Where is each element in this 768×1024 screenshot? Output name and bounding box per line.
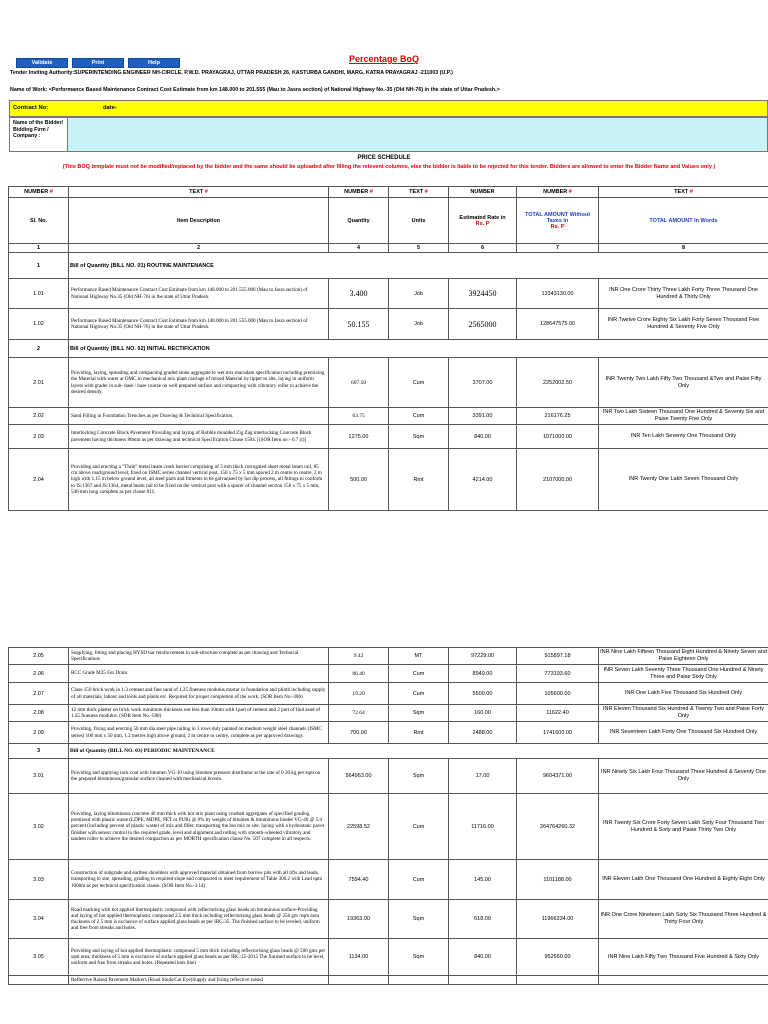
item-description: Reflective Raised Pavement Markers (Road Studs/Cat Eye)Supply and fixing reflective raised: [69, 976, 329, 985]
item-description: 12 mm thick plaster on brick work minimum thickness not less than 10mm with 1part of cement and 2 part of find sand of 1.25 fineness modulus. (SOR Item No.-580): [69, 705, 329, 722]
item-quantity: 86.40: [329, 665, 389, 683]
item-units: Sqm: [389, 939, 449, 976]
date-label: date-: [103, 105, 117, 111]
item-description: Providing, laying, spreading and compacting graded stone aggregate to wet mix macadam specification including premixing the Material with water at OMC in mechanical mix plant carriage of mixed Material by tipper to site, laying in uniform layers with grader in sub- base / base course on well prepared surface and compacting with vibratory roller to achieve the desired density.: [69, 358, 329, 408]
item-quantity: 500.00: [329, 449, 389, 511]
boq-table-page2: [8, 647, 768, 985]
item-estimated-rate: 145.00: [449, 860, 517, 900]
item-units: Rmt: [389, 722, 449, 744]
item-units: Cum: [389, 860, 449, 900]
item-estimated-rate: 3391.00: [449, 408, 517, 425]
item-sl-no: 3.05: [9, 939, 69, 976]
item-amount-in-words: INR Eleven Thousand Six Hundred & Twenty Two and Paise Forty Only: [599, 705, 768, 722]
item-amount-in-words: INR Twelve Crore Eighty Six Lakh Forty Seven Thousand Five Hundred & Seventy Five Only: [599, 309, 768, 340]
section-title: Bill of Quantity (BILL NO. 01) ROUTINE MAINTENANCE: [69, 253, 768, 279]
item-total-amount: 2252002.50: [517, 358, 599, 408]
name-of-work: Name of Work: <Performance Based Maintenance Contract Cost Estimate from km 148.000 to 201.555 (Mau to Jasra section) of National Highway No.-35 (Old NH-76) in the state of Uttar Pradesh.>: [10, 87, 500, 93]
item-units: Cum: [389, 794, 449, 860]
item-sl-no: 1.02: [9, 309, 69, 340]
item-description: Road marking with hot applied thermoplastic compound with reflectorising glass beads on bituminous surface-Providing and laying of hot applied thermoplastic compound 2.5 mm thick including reflectorising glass beads @ 250 gm /sqm area thickness of 2.5 mm is exclusive of surface applied glass beads as per IRC-35. The finished surface to be leveled, uniform and free from streaks and holes.: [69, 900, 329, 939]
item-units: Cum: [389, 665, 449, 683]
item-sl-no: 2.03: [9, 425, 69, 449]
item-total-amount: 9604371.00: [517, 759, 599, 794]
contract-row: [9, 100, 768, 117]
item-units: Cum: [389, 408, 449, 425]
print-button[interactable]: Print: [72, 58, 124, 68]
section-row: [9, 253, 768, 279]
table-row: [9, 279, 768, 309]
item-total-amount: 1071000.00: [517, 425, 599, 449]
item-quantity: 1275.00: [329, 425, 389, 449]
item-estimated-rate: 840.00: [449, 939, 517, 976]
table-row: [9, 408, 768, 425]
section-title: Bill of Quantity (BILL NO. 02) INITIAL RECTIFICATION: [69, 340, 768, 358]
item-total-amount: [517, 976, 599, 985]
item-quantity: 607.50: [329, 358, 389, 408]
item-sl-no: 3.01: [9, 759, 69, 794]
boq-table-page1: [8, 186, 768, 511]
item-quantity: 700.00: [329, 722, 389, 744]
table-row: [9, 358, 768, 408]
item-amount-in-words: INR Twenty One Lakh Seven Thousand Only: [599, 449, 768, 511]
item-total-amount: 11622.40: [517, 705, 599, 722]
section-title: Bill of Quantity (BILL NO. 03) PERIODIC MAINTENANCE: [69, 744, 768, 759]
item-quantity: 7594.40: [329, 860, 389, 900]
col-total-amount: TOTAL AMOUNT Without Taxes in Rs. P: [517, 198, 599, 244]
col-estimated-rate: Estimated Rate in Rs. P: [449, 198, 517, 244]
item-quantity: 564963.00: [329, 759, 389, 794]
table-row: [9, 794, 768, 860]
section-row: [9, 340, 768, 358]
item-estimated-rate: 2488.00: [449, 722, 517, 744]
item-total-amount: 128647575.00: [517, 309, 599, 340]
column-header-row: [9, 198, 768, 244]
item-total-amount: 2107000.00: [517, 449, 599, 511]
item-description: Interlocking Concrete Block Pavement Providing and laying of Rubble moulded Zig Zag interlocking Concrete Block pavement having thickness 80mm as per drawing and technical Specification Clause 1504. [(SOR Item no:- 6.7 (i)]: [69, 425, 329, 449]
item-total-amount: 1741600.00: [517, 722, 599, 744]
template-warning-note: (This BOQ template must not be modified/replaced by the bidder and the same should be uploaded after filling the relevent columns, else the bidder is liable to be rejected for this tender. Bidders are allowed to enter the Bidder Name and Values only ): [62, 164, 716, 170]
item-description: Construction of subgrade and earthen shoulders with approved material obtained from borrow pits with all lifts and leads, transporting to site, spreading, grading to required slope and compacted to meet requirement of Table 300.2 with Lead upto 1000m as per technical specification clause. (SOR Item No.-3.14): [69, 860, 329, 900]
item-units: Sqm: [389, 900, 449, 939]
item-sl-no: 2.09: [9, 722, 69, 744]
item-estimated-rate: 5500.00: [449, 683, 517, 705]
item-quantity: 1134.00: [329, 939, 389, 976]
item-quantity: 50.155: [329, 309, 389, 340]
item-quantity: 72.64: [329, 705, 389, 722]
item-quantity: 19.20: [329, 683, 389, 705]
section-number: 1: [9, 253, 69, 279]
item-sl-no: 1.01: [9, 279, 69, 309]
item-amount-in-words: INR One Crore Thirty Three Lakh Forty Three Thousand One Hundred & Thirty Only: [599, 279, 768, 309]
item-amount-in-words: INR Seven Lakh Seventy Three Thousand One Hundred & Ninety Three and Paise Sixty Only: [599, 665, 768, 683]
item-amount-in-words: INR Twenty Two Lakh Fifty Two Thousand &Two and Paise Fifty Only: [599, 358, 768, 408]
item-amount-in-words: INR Two Lakh Sixteen Thousand One Hundred & Seventy Six and Paise Twenty Five Only: [599, 408, 768, 425]
bidder-name-input[interactable]: [68, 118, 767, 151]
table-row: [9, 449, 768, 511]
item-quantity: 3.400: [329, 279, 389, 309]
table-row: [9, 665, 768, 683]
item-total-amount: 952560.00: [517, 939, 599, 976]
item-sl-no: 2.01: [9, 358, 69, 408]
column-number-row: 1 2 4 5 6 7 8: [9, 244, 768, 253]
item-amount-in-words: INR Ninety Six Lakh Four Thousand Three Hundred & Seventy One Only: [599, 759, 768, 794]
item-units: Job: [389, 309, 449, 340]
item-total-amount: 264764260.32: [517, 794, 599, 860]
item-units: Sqm: [389, 425, 449, 449]
item-description: Performance Based Maintenance Contract Cost Estimate from km 148.000 to 201.555.000 (Mau to Jasra section) of National Highway No.35 (Old NH-76) in the state of Uttar Pradesh.: [69, 279, 329, 309]
section-number: 2: [9, 340, 69, 358]
item-description: Providing, laying bituminous concrete 40 mm thick with hot mix plant using crushed aggregates of specified grading premixed with plastic waste (LDPE, MDPE, PET or PUR) @ 8% by weight of bitumen & bituminous binder VG-40 @ 5.4 percent (including percent of plastic waste) of mix and filler, transporting the hot mix to site, laying with a hydrostatic paver finisher with sensor control to the required grade, level and alignment and rolling with smooth-wheeled vibratory and tandem roller to achieve the desired compaction as per MORTH specification clause No. 507 complete in all respects.: [69, 794, 329, 860]
item-sl-no: [9, 976, 69, 985]
item-units: Sqm: [389, 705, 449, 722]
item-quantity: 19363.00: [329, 900, 389, 939]
item-estimated-rate: 2565000: [449, 309, 517, 340]
item-units: Job: [389, 279, 449, 309]
item-estimated-rate: 11716.00: [449, 794, 517, 860]
item-estimated-rate: 160.00: [449, 705, 517, 722]
item-amount-in-words: [599, 976, 768, 985]
table-row: [9, 759, 768, 794]
table-row: [9, 939, 768, 976]
item-estimated-rate: 97229.00: [449, 648, 517, 665]
col-quantity: Quantity: [329, 198, 389, 244]
item-quantity: 9.42: [329, 648, 389, 665]
table-row: [9, 860, 768, 900]
table-row: [9, 705, 768, 722]
col-units: Units: [389, 198, 449, 244]
item-description: RCC Grade M25 For Drain: [69, 665, 329, 683]
section-number: 3: [9, 744, 69, 759]
item-sl-no: 2.07: [9, 683, 69, 705]
table-row: [9, 976, 768, 985]
item-estimated-rate: 4214.00: [449, 449, 517, 511]
item-units: Rmt: [389, 449, 449, 511]
item-estimated-rate: 3924450: [449, 279, 517, 309]
item-sl-no: 2.06: [9, 665, 69, 683]
item-estimated-rate: 8949.00: [449, 665, 517, 683]
bidder-label: Name of the Bidder/ Bidding Firm / Company :: [10, 118, 68, 151]
item-estimated-rate: 618.00: [449, 900, 517, 939]
table-row: [9, 309, 768, 340]
item-description: Sand Filling in Foundation Trenches as per Drawing & Technical Specification.: [69, 408, 329, 425]
table-row: [9, 722, 768, 744]
item-estimated-rate: 840.00: [449, 425, 517, 449]
item-total-amount: 13343130.00: [517, 279, 599, 309]
item-sl-no: 2.05: [9, 648, 69, 665]
item-sl-no: 3.03: [9, 860, 69, 900]
item-amount-in-words: INR Nine Lakh Fifty Two Thousand Five Hundred & Sixty Only: [599, 939, 768, 976]
item-units: MT: [389, 648, 449, 665]
item-description: Providing and erecting a "Thrie" metal beam crash barrier comprising of 3 mm thick corrugated sheet metal beam rail, 85 cm above road/ground level, fixed on ISMC series channel vertical post, 150 x 75 x 5 mm spaced 2 m centre to centre, 2 m high with 1.15 m below ground level, all steel parts and fitments to be galvanised by hot dip process, all fittings to conform to IS:1367 and IS:1364, metal beam rail to be fixed on the vertical post with a spacer of channel section 150 x 75 x 5 mm, 546 mm long complete as per clause 811.: [69, 449, 329, 511]
item-sl-no: 2.02: [9, 408, 69, 425]
item-estimated-rate: 17.00: [449, 759, 517, 794]
item-amount-in-words: INR Nine Lakh Fifteen Thousand Eight Hundred & Ninety Seven and Paise Eighteen Only: [599, 648, 768, 665]
item-sl-no: 2.08: [9, 705, 69, 722]
item-total-amount: 773193.60: [517, 665, 599, 683]
item-description: Providing, fixing and erecting 50 mm dia steel pipe railing in 3 rows duly painted on medium weight steel channels (ISMC series) 100 mm x 50 mm, 1.2 metres high above ground, 2 m centre to centre, complete as per approved drawings: [69, 722, 329, 744]
item-description: Supplying, fitting and placing HYSD bar reinforcement in sub-structure complete as per drawing and Technical Specifications: [69, 648, 329, 665]
item-total-amount: 105600.00: [517, 683, 599, 705]
item-amount-in-words: INR One Crore Nineteen Lakh Sixty Six Thousand Three Hundred & Thirty Four Only: [599, 900, 768, 939]
table-row: [9, 683, 768, 705]
item-estimated-rate: 3707.00: [449, 358, 517, 408]
item-amount-in-words: INR Eleven Lakh One Thousand One Hundred & Eighty Eight Only: [599, 860, 768, 900]
item-amount-in-words: INR Ten Lakh Seventy One Thousand Only: [599, 425, 768, 449]
item-total-amount: 11966334.00: [517, 900, 599, 939]
price-schedule-title: PRICE SCHEDULE: [357, 155, 411, 161]
contract-no-label: Contract No:: [13, 105, 49, 111]
table-row: [9, 648, 768, 665]
item-total-amount: 1101188.00: [517, 860, 599, 900]
item-units: [389, 976, 449, 985]
item-description: Class-150 brick work in 1:3 cement and fine sand of 1.25 fineness modulus mortar in foundation and plinth including supply of all materials, labour and tools and plants etc. Required for proper completion of the work. (SOR Item No.-306): [69, 683, 329, 705]
item-description: Performance Based Maintenance Contract Cost Estimate from km 148.000 to 201.555.000 (Mau to Jasra section) of National Highway No.35 (Old NH-76) in the state of Uttar Pradesh.: [69, 309, 329, 340]
item-units: Cum: [389, 358, 449, 408]
type-row: NUMBER # TEXT # NUMBER # TEXT # NUMBER NUMBER # TEXT #: [9, 187, 768, 198]
help-button[interactable]: Help: [128, 58, 180, 68]
bidder-row: [9, 117, 768, 152]
item-units: Sqm: [389, 759, 449, 794]
item-quantity: 63.75: [329, 408, 389, 425]
item-description: Providing and applying tack coat with bitumen VG-10 using bitumen pressure distributor at the rate of 0.30 kg per sqm on the prepared bituminous/granular surface cleaned with mechanical broom.: [69, 759, 329, 794]
item-description: Providing and laying of hot applied thermoplastic compound 5 mm thick including reflectorising glass beads @ 500 gms per sqm area, thickness of 5 mm is exclusive of surface applied glass beads as per IRC:35-2015 The finished surface to be level, uniform and free from streaks and holes. (Repeated bars line): [69, 939, 329, 976]
item-sl-no: 2.04: [9, 449, 69, 511]
item-quantity: [329, 976, 389, 985]
col-amount-in-words: TOTAL AMOUNT In Words: [599, 198, 768, 244]
item-total-amount: 915897.18: [517, 648, 599, 665]
item-amount-in-words: INR Twenty Six Crore Forty Seven Lakh Sixty Four Thousand Two Hundred & Sixty and Paise Thirty Two Only: [599, 794, 768, 860]
col-item-description: Item Description: [69, 198, 329, 244]
page-title: Percentage BoQ: [348, 54, 420, 64]
item-units: Cum: [389, 683, 449, 705]
table-row: [9, 425, 768, 449]
col-sl-no: Sl. No.: [9, 198, 69, 244]
tender-authority: Tender Inviting Authority:SUPERINTENDING ENGINEER NH-CIRCLE, P.W.D. PRAYAGRAJ, UTTAR PRADESH 26, KASTURBA GANDHI, MARG, KATRA PRAYAGRAJ -211003 (U.P.): [10, 70, 453, 76]
section-row: [9, 744, 768, 759]
item-sl-no: 3.04: [9, 900, 69, 939]
item-quantity: 22598.52: [329, 794, 389, 860]
item-amount-in-words: INR One Lakh Five Thousand Six Hundred Only: [599, 683, 768, 705]
item-estimated-rate: [449, 976, 517, 985]
table-row: [9, 900, 768, 939]
item-total-amount: 216176.25: [517, 408, 599, 425]
item-sl-no: 3.02: [9, 794, 69, 860]
validate-button[interactable]: Validate: [16, 58, 68, 68]
item-amount-in-words: INR Seventeen Lakh Forty One Thousand Six Hundred Only: [599, 722, 768, 744]
